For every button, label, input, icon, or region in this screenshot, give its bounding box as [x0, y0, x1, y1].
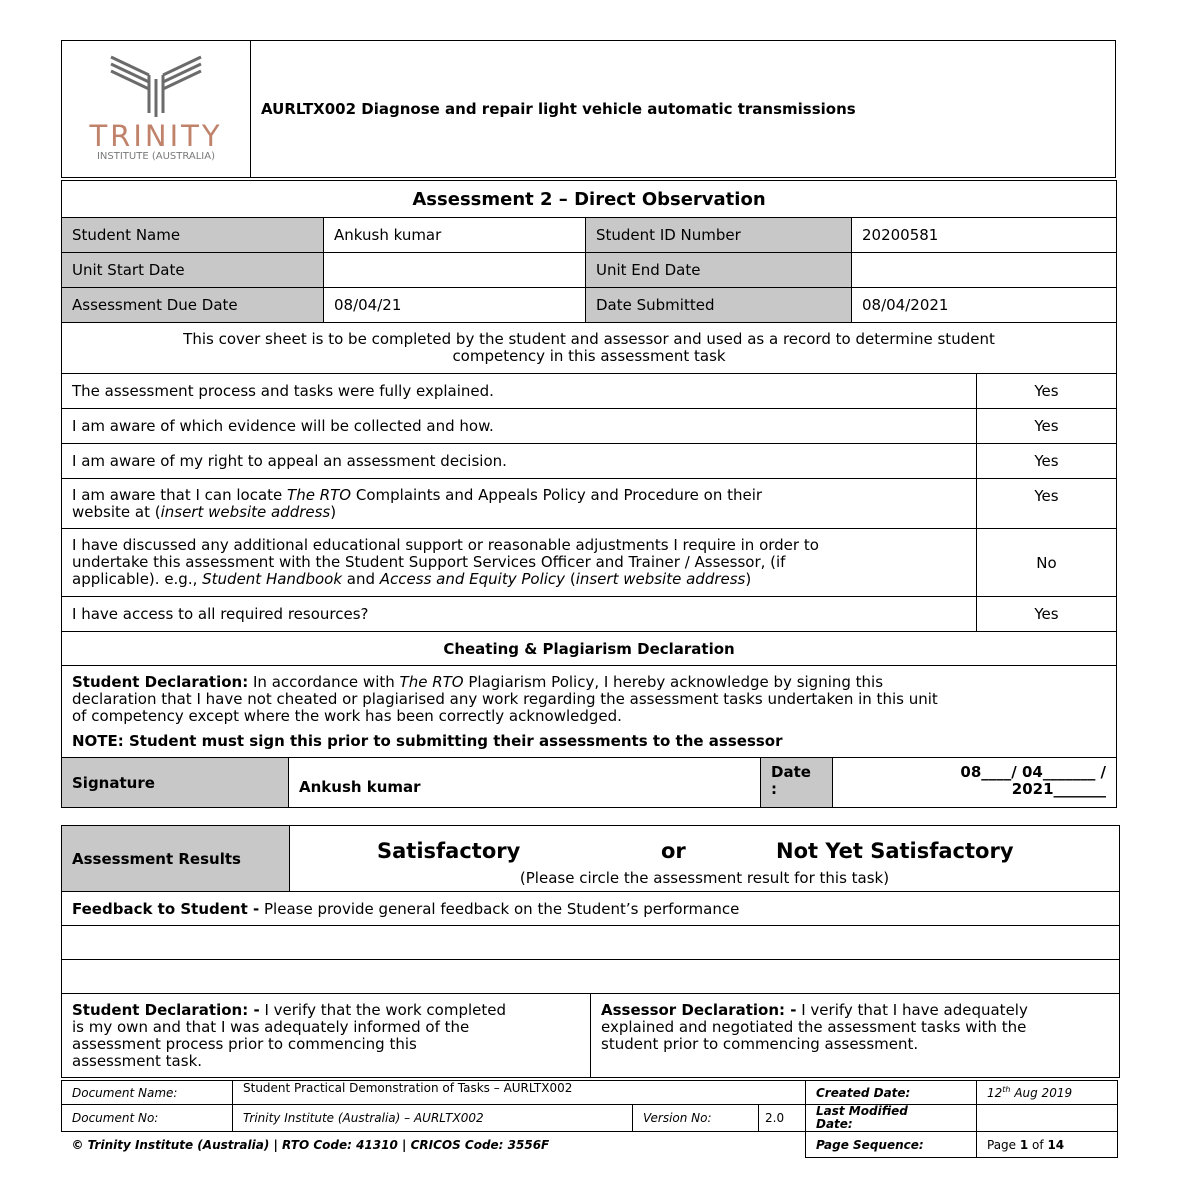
logo-cell — [62, 41, 251, 178]
date-value-line: 2021_______ — [1011, 780, 1107, 798]
declaration-line — [72, 674, 1106, 691]
text-run: ) — [745, 570, 752, 588]
text-run: ) — [330, 502, 337, 521]
footer-table — [61, 1080, 1118, 1158]
checklist-line: undertake this assessment with the Student Support Services Officer and Trainer / Assessor, (if — [72, 553, 786, 571]
checklist-item-text — [62, 479, 977, 529]
date-label-line: : — [771, 780, 777, 798]
text-run: I verify that I have adequately — [796, 1001, 1028, 1019]
assessor-declaration-line — [601, 1002, 1109, 1019]
checklist-row — [62, 597, 1117, 632]
unit-end-label: Unit End Date — [586, 253, 852, 288]
date-label-line: Date — [771, 763, 811, 781]
created-label: Created Date: — [806, 1081, 977, 1105]
text-run: and — [342, 570, 380, 588]
feedback-text: Please provide general feedback on the Student’s performance — [259, 899, 740, 918]
submitted-label: Date Submitted — [586, 288, 852, 323]
page-total: 14 — [1047, 1137, 1065, 1152]
trinity-logo-icon — [101, 51, 211, 121]
header-table — [61, 40, 1116, 178]
checklist-item-text: I am aware of my right to appeal an assessment decision. — [62, 444, 977, 479]
unit-title: AURLTX002 Diagnose and repair light vehicle automatic transmissions — [251, 41, 1116, 178]
checklist-item-text: The assessment process and tasks were fully explained. — [62, 374, 977, 409]
student-name-label: Student Name — [62, 218, 324, 253]
checklist-line — [72, 487, 966, 504]
created-value — [977, 1081, 1118, 1105]
checklist-answer[interactable]: Yes — [977, 409, 1117, 444]
modified-label-line: Last Modified — [816, 1104, 908, 1118]
declaration-line: declaration that I have not cheated or plagiarised any work regarding the assessment tasks undertaken in this unit — [72, 690, 938, 708]
due-date-label: Assessment Due Date — [62, 288, 324, 323]
assessor-declaration-label: Assessor Declaration: - — [601, 1001, 797, 1019]
text-run-italic: Student Handbook — [202, 570, 343, 588]
text-run: ( — [565, 570, 576, 588]
satisfactory-option[interactable]: Satisfactory — [377, 838, 521, 863]
text-run-italic: insert website address — [160, 502, 331, 521]
checklist-item-text: I am aware of which evidence will be collected and how. — [62, 409, 977, 444]
signature-label: Signature — [62, 758, 289, 808]
checklist-line — [72, 571, 966, 588]
checklist-answer[interactable]: Yes — [977, 374, 1117, 409]
text-run: applicable). e.g., — [72, 570, 203, 588]
text-run: 12 — [987, 1086, 1003, 1100]
checklist-item-text: I have access to all required resources? — [62, 597, 977, 632]
text-run-italic: The RTO — [287, 485, 352, 504]
modified-value — [977, 1105, 1118, 1132]
modified-label — [806, 1105, 977, 1132]
copyright: © Trinity Institute (Australia) | RTO Code: 41310 | CRICOS Code: 3556F — [62, 1132, 806, 1158]
text-run-sup: th — [1002, 1085, 1011, 1094]
date-label — [761, 758, 833, 808]
version-label: Version No: — [633, 1105, 759, 1132]
text-run: I verify that the work completed — [259, 1001, 507, 1019]
text-run: I am aware that I can locate — [72, 485, 288, 504]
student-declaration — [62, 994, 591, 1078]
assessment-title: Assessment 2 – Direct Observation — [62, 181, 1117, 218]
page-sequence-value — [977, 1132, 1118, 1158]
declaration-label: Student Declaration: — [72, 673, 249, 691]
feedback-heading — [62, 892, 1120, 926]
logo-text: TRINITY — [89, 118, 223, 153]
unit-end-value[interactable] — [852, 253, 1117, 288]
checklist-line: I have discussed any additional educational support or reasonable adjustments I require in order to — [72, 536, 819, 554]
declaration-note: NOTE: Student must sign this prior to submitting their assessments to the assessor — [72, 732, 783, 750]
student-declaration-line: assessment process prior to commencing this — [72, 1035, 417, 1053]
text-run: In accordance with — [248, 673, 400, 691]
cover-note-line-2: competency in this assessment task — [452, 347, 726, 365]
results-options — [290, 826, 1120, 892]
due-date-value[interactable]: 08/04/21 — [324, 288, 586, 323]
page-number: 1 — [1019, 1137, 1029, 1152]
doc-name-value: Student Practical Demonstration of Tasks – AURLTX002 — [233, 1081, 806, 1105]
text-run: Aug 2019 — [1010, 1086, 1073, 1100]
cover-note-line-1: This cover sheet is to be completed by the student and assessor and used as a record to determine student — [183, 330, 995, 348]
assessor-declaration-line: student prior to commencing assessment. — [601, 1035, 919, 1053]
checklist-line — [72, 504, 966, 521]
results-instruction: (Please circle the assessment result for this task) — [519, 868, 890, 887]
signature-value[interactable]: Ankush kumar — [289, 758, 761, 808]
results-label: Assessment Results — [62, 826, 290, 892]
modified-label-line: Date: — [816, 1117, 853, 1131]
student-declaration-line — [72, 1002, 580, 1019]
checklist-table — [61, 373, 1117, 632]
or-text: or — [661, 838, 686, 863]
text-run: website at ( — [72, 502, 161, 521]
date-value-line: 08____/ 04_______ / — [960, 763, 1107, 781]
checklist-answer[interactable]: Yes — [977, 597, 1117, 632]
doc-no-label: Document No: — [62, 1105, 233, 1132]
assessment-info-table — [61, 180, 1117, 374]
checklist-row — [62, 479, 1117, 529]
unit-start-value[interactable] — [324, 253, 586, 288]
checklist-row — [62, 374, 1117, 409]
text-run: of — [1028, 1137, 1048, 1152]
declaration-table — [61, 631, 1117, 808]
student-declaration-line: is my own and that I was adequately informed of the — [72, 1018, 470, 1036]
doc-name-label: Document Name: — [62, 1081, 233, 1105]
checklist-row — [62, 409, 1117, 444]
text-run: Plagiarism Policy, I hereby acknowledge by signing this — [463, 673, 884, 691]
student-id-label: Student ID Number — [586, 218, 852, 253]
declaration-heading: Cheating & Plagiarism Declaration — [62, 632, 1117, 666]
declaration-line: of competency except where the work has been correctly acknowledged. — [72, 707, 622, 725]
doc-no-value: Trinity Institute (Australia) – AURLTX002 — [233, 1105, 633, 1132]
text-run-italic: The RTO — [399, 673, 464, 691]
student-declaration-line: assessment task. — [72, 1052, 203, 1070]
results-table — [61, 825, 1120, 1078]
student-name-value[interactable]: Ankush kumar — [324, 218, 586, 253]
checklist-item-text — [62, 529, 977, 597]
student-id-value[interactable]: 20200581 — [852, 218, 1117, 253]
checklist-answer[interactable]: Yes — [977, 444, 1117, 479]
version-value: 2.0 — [759, 1105, 806, 1132]
checklist-row — [62, 444, 1117, 479]
assessor-declaration-line: explained and negotiated the assessment tasks with the — [601, 1018, 1027, 1036]
cover-note — [62, 323, 1117, 374]
feedback-field[interactable] — [62, 926, 1120, 960]
feedback-label: Feedback to Student - — [72, 899, 260, 918]
text-run-italic: insert website address — [575, 570, 746, 588]
not-yet-satisfactory-option[interactable]: Not Yet Satisfactory — [776, 838, 1014, 863]
feedback-field[interactable] — [62, 960, 1120, 994]
declaration-body — [62, 666, 1117, 758]
text-run: Complaints and Appeals Policy and Procedure on their — [351, 485, 763, 504]
page-sequence-label: Page Sequence: — [806, 1132, 977, 1158]
unit-start-label: Unit Start Date — [62, 253, 324, 288]
text-run-italic: Access and Equity Policy — [379, 570, 566, 588]
date-value[interactable] — [833, 758, 1117, 808]
checklist-answer[interactable]: Yes — [977, 479, 1117, 529]
logo-subtext: INSTITUTE (AUSTRALIA) — [96, 150, 216, 162]
student-declaration-label: Student Declaration: - — [72, 1001, 260, 1019]
checklist-row — [62, 529, 1117, 597]
checklist-answer[interactable]: No — [977, 529, 1117, 597]
submitted-value[interactable]: 08/04/2021 — [852, 288, 1117, 323]
text-run: Page — [987, 1137, 1020, 1152]
assessor-declaration — [591, 994, 1120, 1078]
